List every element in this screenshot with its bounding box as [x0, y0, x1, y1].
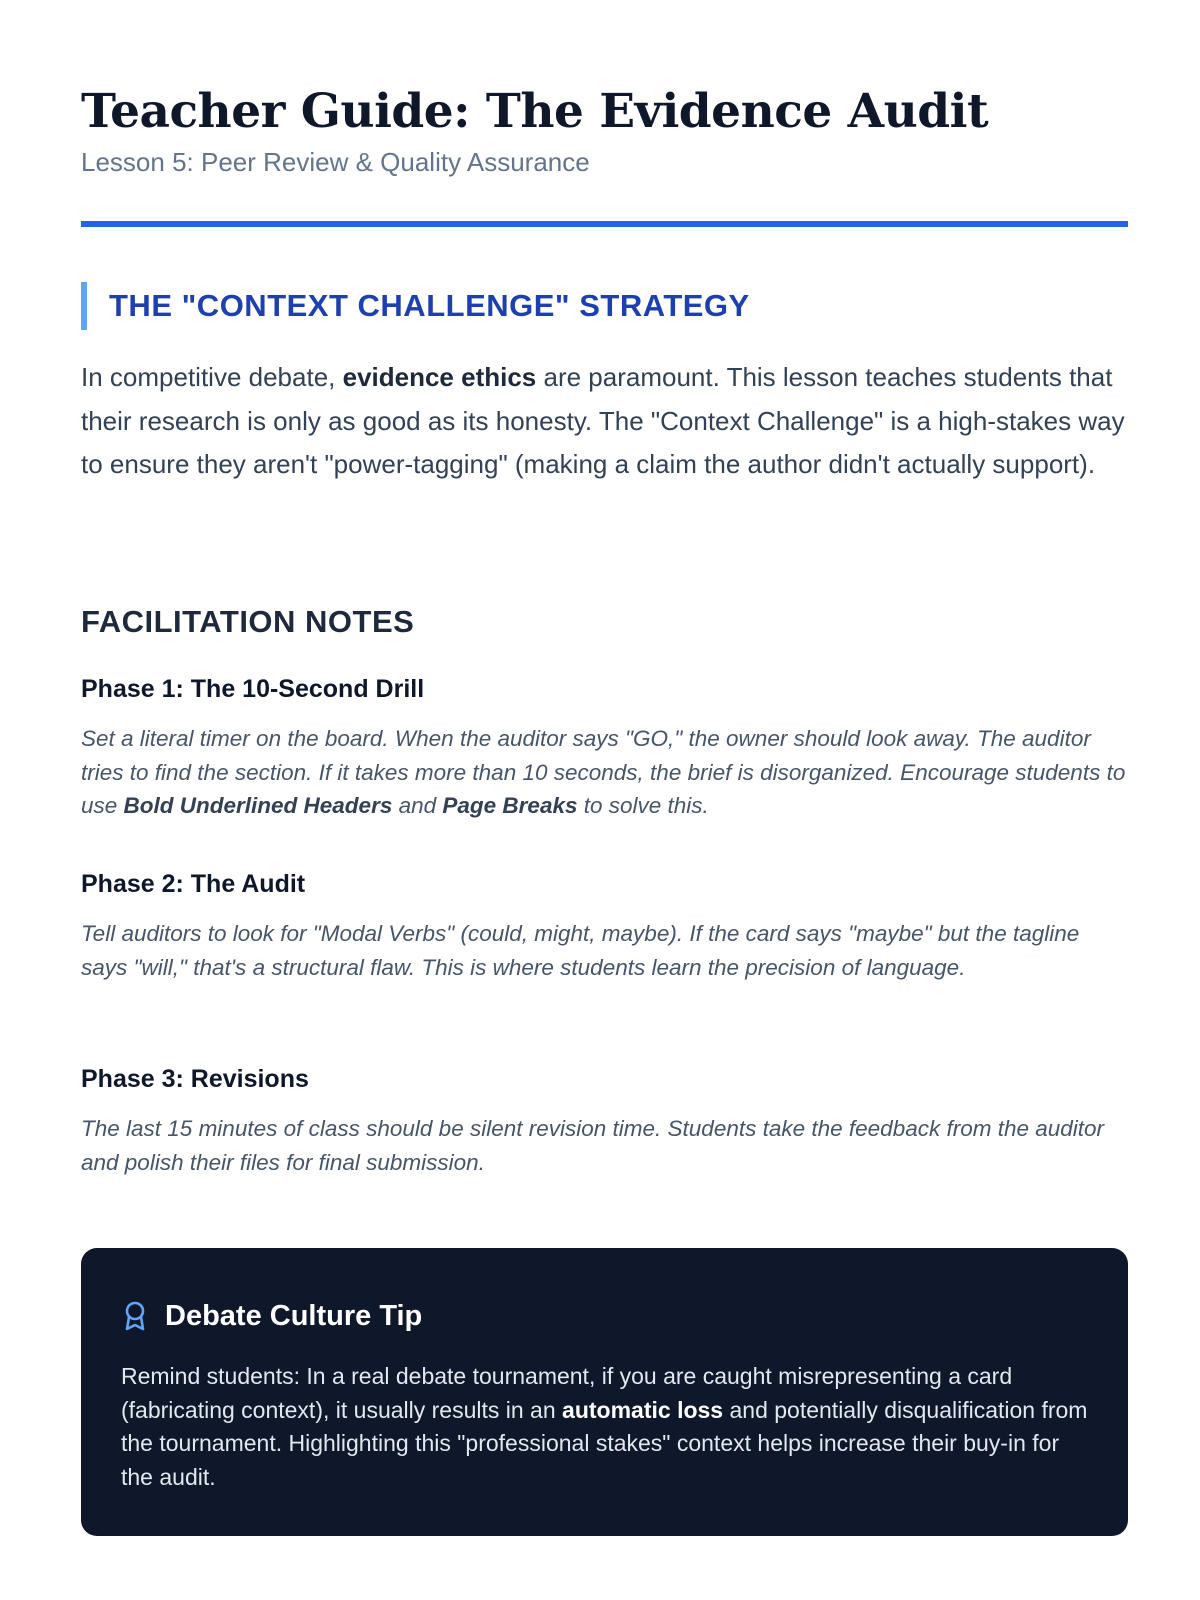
strategy-intro [81, 356, 1128, 487]
phase-2-text: Tell auditors to look for "Modal Verbs" (could, might, maybe). If the card says "maybe" but the tagline says "will," that's a structural flaw. This is where students learn the precision of language. [81, 921, 1080, 980]
phase-3-text: The last 15 minutes of class should be silent revision time. Students take the feedback from the auditor and polish their files for final submission. [81, 1116, 1105, 1175]
page-title: Teacher Guide: The Evidence Audit [81, 84, 989, 139]
phase-2-title: Phase 2: The Audit [81, 870, 306, 898]
phase-1-text-part-1: Set a literal timer on the board. When the auditor says "GO," the owner should look away. The auditor tries to find the section. If it takes more than 10 seconds, the brief is disorganized. Encourage students to use [81, 726, 1126, 818]
tip-text-end: and potentially disqualification from the tournament. Highlighting this "professional stakes" context helps increase their buy-in for the audit. [121, 1396, 1088, 1490]
facilitation-notes-heading: FACILITATION NOTES [81, 604, 415, 639]
intro-bold-term: evidence ethics [342, 362, 537, 392]
phase-1-title: Phase 1: The 10-Second Drill [81, 675, 425, 703]
intro-text-end: are paramount. This lesson teaches students that their research is only as good as its honesty. The "Context Challenge" is a high-stakes way to ensure they aren't "power-tagging" (making a claim the author didn't actually support). [81, 362, 1125, 479]
tip-bold-automatic-loss: automatic loss [562, 1396, 724, 1423]
tip-text [121, 1360, 1088, 1494]
tip-title: Debate Culture Tip [165, 1300, 423, 1332]
intro-text-start: In competitive debate, [81, 362, 343, 392]
strategy-heading: THE "CONTEXT CHALLENGE" STRATEGY [81, 282, 750, 330]
phase-1-text-part-3: to solve this. [577, 793, 709, 818]
phase-1-text-part-2: and [392, 793, 443, 818]
phase-3-section [81, 1062, 1128, 1179]
award-ribbon-icon [121, 1300, 149, 1332]
tip-header [121, 1296, 1088, 1336]
header-divider [81, 221, 1128, 227]
phase-1-bold-headers: Bold Underlined Headers [123, 793, 393, 818]
tip-text-start: Remind students: In a real debate tournament, if you are caught misrepresenting a card (fabricating context), it usually results in an [121, 1363, 1013, 1423]
debate-culture-tip-card [81, 1248, 1128, 1536]
phase-1-section [81, 672, 1128, 823]
page-subtitle: Lesson 5: Peer Review & Quality Assurance [81, 147, 590, 177]
phase-1-text [81, 722, 1128, 823]
phase-1-bold-page-breaks: Page Breaks [442, 793, 578, 818]
phase-2-section [81, 867, 1128, 984]
phase-3-title: Phase 3: Revisions [81, 1065, 309, 1093]
